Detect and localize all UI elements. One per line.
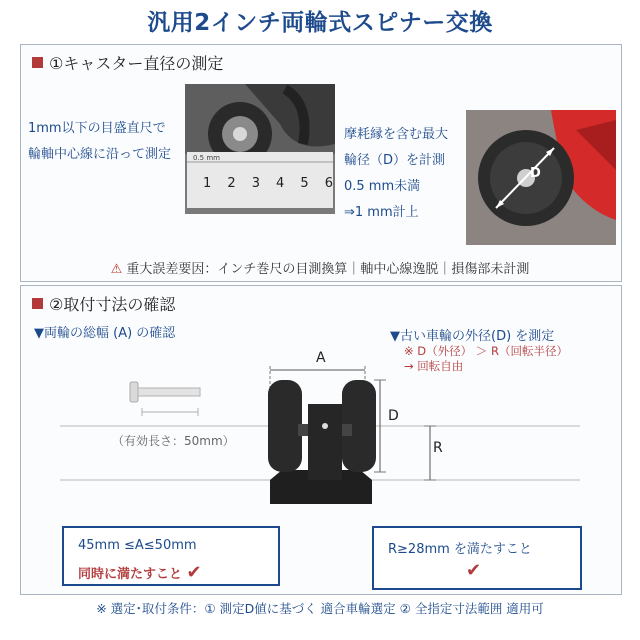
width-check-label: ▼両輪の総幅 (A) の確認	[34, 326, 176, 341]
diameter-check-label: ▼古い車輪の外径(D) を測定	[390, 329, 555, 344]
ruler-mark: 4	[276, 176, 285, 191]
error-warning	[0, 258, 640, 277]
radius-condition-text: R≥28mm を満たすこと	[388, 542, 532, 557]
page-title: 汎用2インチ両輪式スピナー交換	[147, 10, 493, 36]
bullet-square	[32, 57, 43, 68]
caster-dimension-diagram	[20, 358, 620, 508]
rotation-note-line2: → 回転自由	[404, 359, 464, 373]
ruler-instruction	[28, 116, 188, 168]
width-condition-note	[78, 562, 202, 583]
width-condition-note-text: 同時に満たすこと	[78, 567, 183, 582]
warning-icon: ⚠	[110, 262, 123, 277]
rotation-note-line1: ※ D（外径） ＞ R（回転半径）	[404, 344, 568, 358]
diameter-instruction-line1: 摩耗縁を含む最大	[344, 127, 449, 142]
ruler-mark: 1	[203, 176, 212, 191]
check-icon: ✔	[466, 560, 482, 581]
diameter-d-label: D	[388, 408, 399, 424]
section1-heading	[32, 51, 223, 74]
effective-length-label: （有効長さ：50mm）	[112, 434, 235, 448]
ruler-photo-image	[185, 84, 335, 214]
section2-heading-text: ②取付寸法の確認	[49, 295, 176, 314]
diameter-instruction	[344, 122, 464, 226]
ruler-instruction-line1: 1mm以下の目盛直尺で	[28, 121, 166, 136]
warning-text: 重大誤差要因：インチ巻尺の目測換算｜軸中心線逸脱｜損傷部未計測	[126, 262, 530, 277]
ruler-ticks	[203, 176, 333, 191]
check-icon: ✔	[186, 562, 202, 583]
section1-heading-text: ①キャスター直径の測定	[49, 54, 224, 73]
ruler-mark: 6	[324, 176, 333, 191]
radius-condition-box	[372, 526, 582, 590]
section2-heading	[32, 292, 175, 315]
diameter-instruction-line4: ⇒1 mm計上	[344, 205, 419, 220]
wheel-diameter-photo	[466, 110, 616, 245]
ruler-mark: 2	[227, 176, 236, 191]
wheel-d-label: D	[530, 166, 541, 181]
radius-r-label: R	[433, 440, 443, 456]
ruler-measurement-photo	[185, 84, 335, 214]
bullet-square	[32, 298, 43, 309]
width-condition-box	[62, 526, 280, 586]
ruler-small-label: 0.5 mm	[193, 154, 220, 162]
width-a-label: A	[316, 350, 326, 366]
selection-footnote: ※ 選定･取付条件：① 測定D値に基づく 適合車輪選定 ② 全指定寸法範囲 適用可	[96, 601, 544, 616]
ruler-mark: 3	[251, 176, 260, 191]
ruler-mark: 5	[300, 176, 309, 191]
diameter-instruction-line3: 0.5 mm未満	[344, 179, 421, 194]
width-condition-text: 45mm ≤A≤50mm	[78, 538, 197, 553]
diameter-instruction-line2: 輪径（D）を計測	[344, 153, 446, 168]
ruler-instruction-line2: 輪軸中心線に沿って測定	[28, 147, 172, 162]
wheel-photo-image	[466, 110, 616, 245]
